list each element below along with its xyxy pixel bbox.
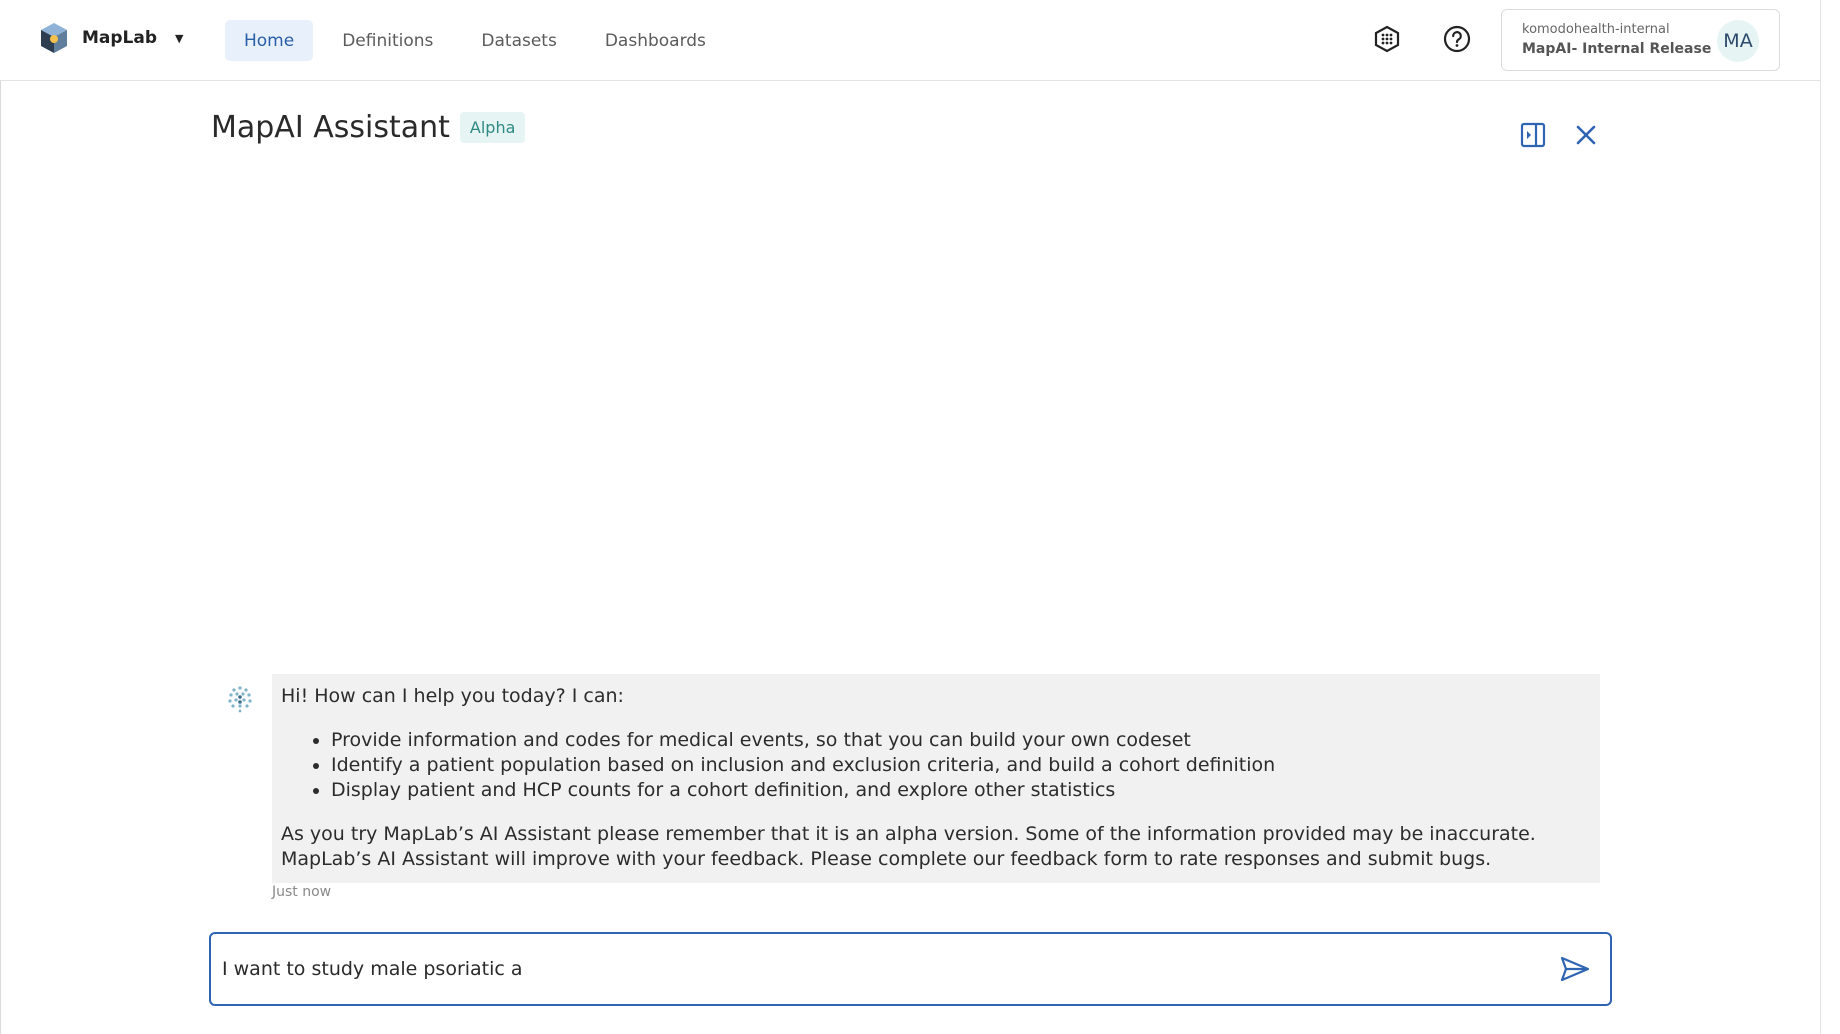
- account-org: komodohealth-internal: [1522, 22, 1670, 37]
- page-title: MapAI Assistant: [211, 110, 450, 145]
- close-icon[interactable]: [1571, 120, 1601, 150]
- list-item: • Identify a patient population based on inclusion and exclusion criteria, and build a cohort definition: [331, 753, 1591, 778]
- app-name: MapLab: [82, 28, 158, 48]
- avatar: MA: [1717, 20, 1759, 62]
- chat-input[interactable]: [222, 958, 1522, 980]
- list-item: • Provide information and codes for medical events, so that you can build your own codeset: [331, 728, 1591, 753]
- app-switcher[interactable]: [40, 22, 184, 54]
- tab-definitions[interactable]: Definitions: [342, 30, 434, 51]
- top-navigation-bar: [0, 0, 1820, 81]
- send-icon[interactable]: [1560, 956, 1590, 982]
- tab-home[interactable]: Home: [225, 20, 313, 61]
- message-note: As you try MapLab’s AI Assistant please remember that it is an alpha version. Some of the information provided may be inaccurate. MapLab’s AI Assistant will improve with your feedback. Please complete our feedback form to rate responses and submit bugs.: [281, 823, 1536, 870]
- message-timestamp: Just now: [272, 884, 332, 900]
- help-icon[interactable]: [1442, 24, 1472, 54]
- chat-composer: [209, 932, 1612, 1006]
- message-intro: Hi! How can I help you today? I can:: [281, 685, 624, 707]
- assistant-message: [272, 674, 1600, 883]
- account-info: [1522, 21, 1711, 59]
- page-right-gutter: [1820, 0, 1840, 1034]
- assistant-header: [211, 110, 525, 145]
- main-nav: [225, 20, 725, 61]
- account-release: MapAI- Internal Release: [1522, 41, 1712, 57]
- side-panel-icon[interactable]: [1518, 120, 1548, 150]
- panel-left-border: [0, 81, 1, 1034]
- status-badge: Alpha: [460, 112, 526, 143]
- list-item: • Display patient and HCP counts for a cohort definition, and explore other statistics: [331, 778, 1591, 803]
- maplab-logo-icon: [40, 22, 68, 54]
- account-menu[interactable]: [1501, 9, 1780, 71]
- chevron-down-icon: ▼: [175, 31, 184, 45]
- tab-datasets[interactable]: Datasets: [481, 30, 557, 51]
- assistant-avatar-icon: [224, 682, 256, 714]
- capability-list: [331, 728, 1591, 803]
- tab-dashboards[interactable]: Dashboards: [604, 30, 706, 51]
- settings-hex-icon[interactable]: [1372, 24, 1402, 54]
